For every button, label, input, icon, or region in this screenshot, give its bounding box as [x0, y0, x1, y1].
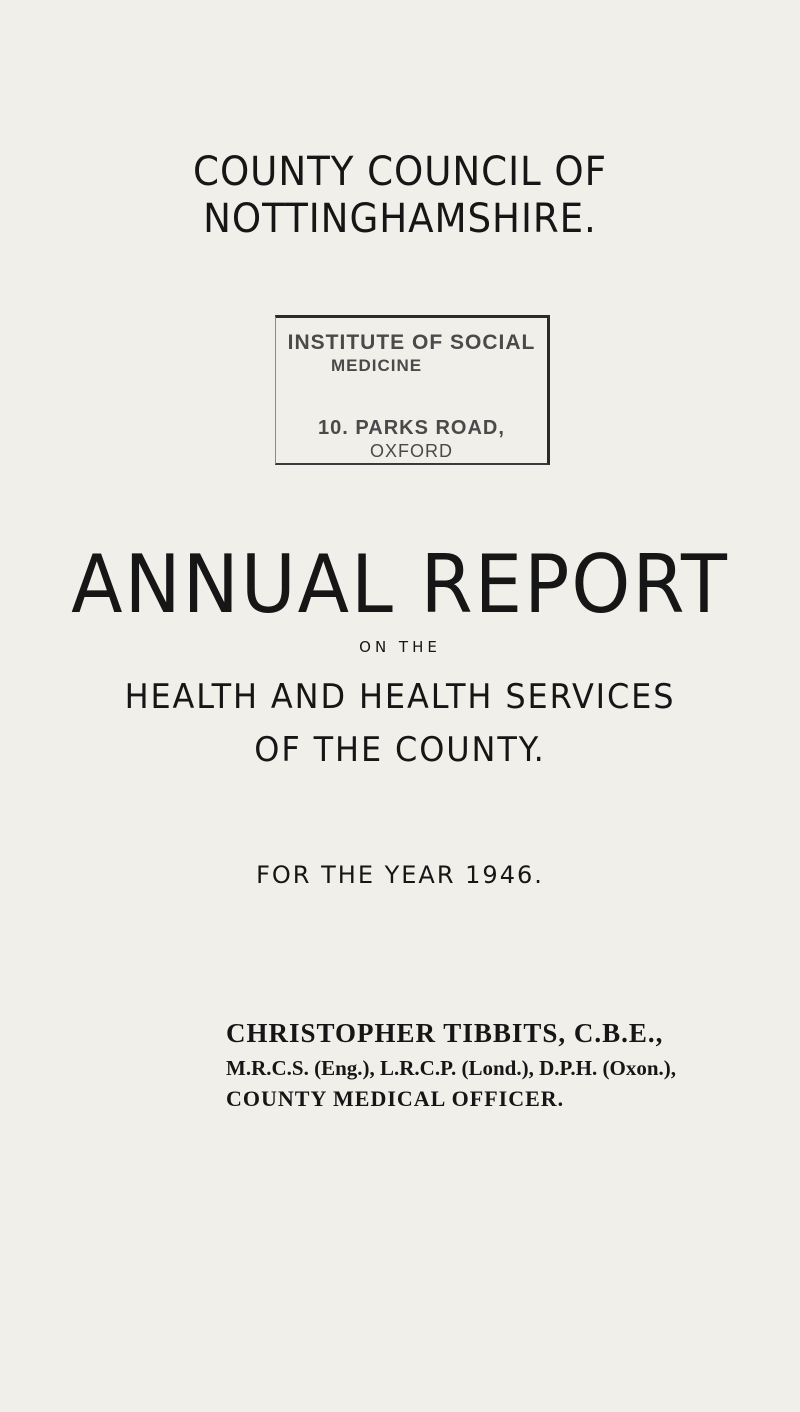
report-subject-line2: OF THE COUNTY. [254, 730, 546, 770]
report-subject-line1: HEALTH AND HEALTH SERVICES [124, 677, 676, 717]
report-title: ANNUAL REPORT [71, 538, 729, 631]
stamp-address: 10. PARKS ROAD, [318, 417, 505, 439]
report-title-connector: ON THE [359, 638, 441, 656]
report-year: FOR THE YEAR 1946. [256, 861, 544, 889]
council-name-line1: COUNTY COUNCIL OF [193, 149, 607, 195]
stamp-city: OXFORD [369, 441, 453, 461]
officer-title: COUNTY MEDICAL OFFICER. [226, 1086, 565, 1111]
stamp-institute: INSTITUTE OF SOCIAL [287, 331, 536, 354]
council-name-line2: NOTTINGHAMSHIRE. [203, 196, 597, 242]
officer-qualifications: M.R.C.S. (Eng.), L.R.C.P. (Lond.), D.P.H. (Oxon.), [226, 1056, 676, 1080]
stamp-medicine: MEDICINE [330, 356, 423, 375]
library-stamp [275, 315, 550, 465]
officer-name: CHRISTOPHER TIBBITS, C.B.E., [226, 1018, 664, 1048]
